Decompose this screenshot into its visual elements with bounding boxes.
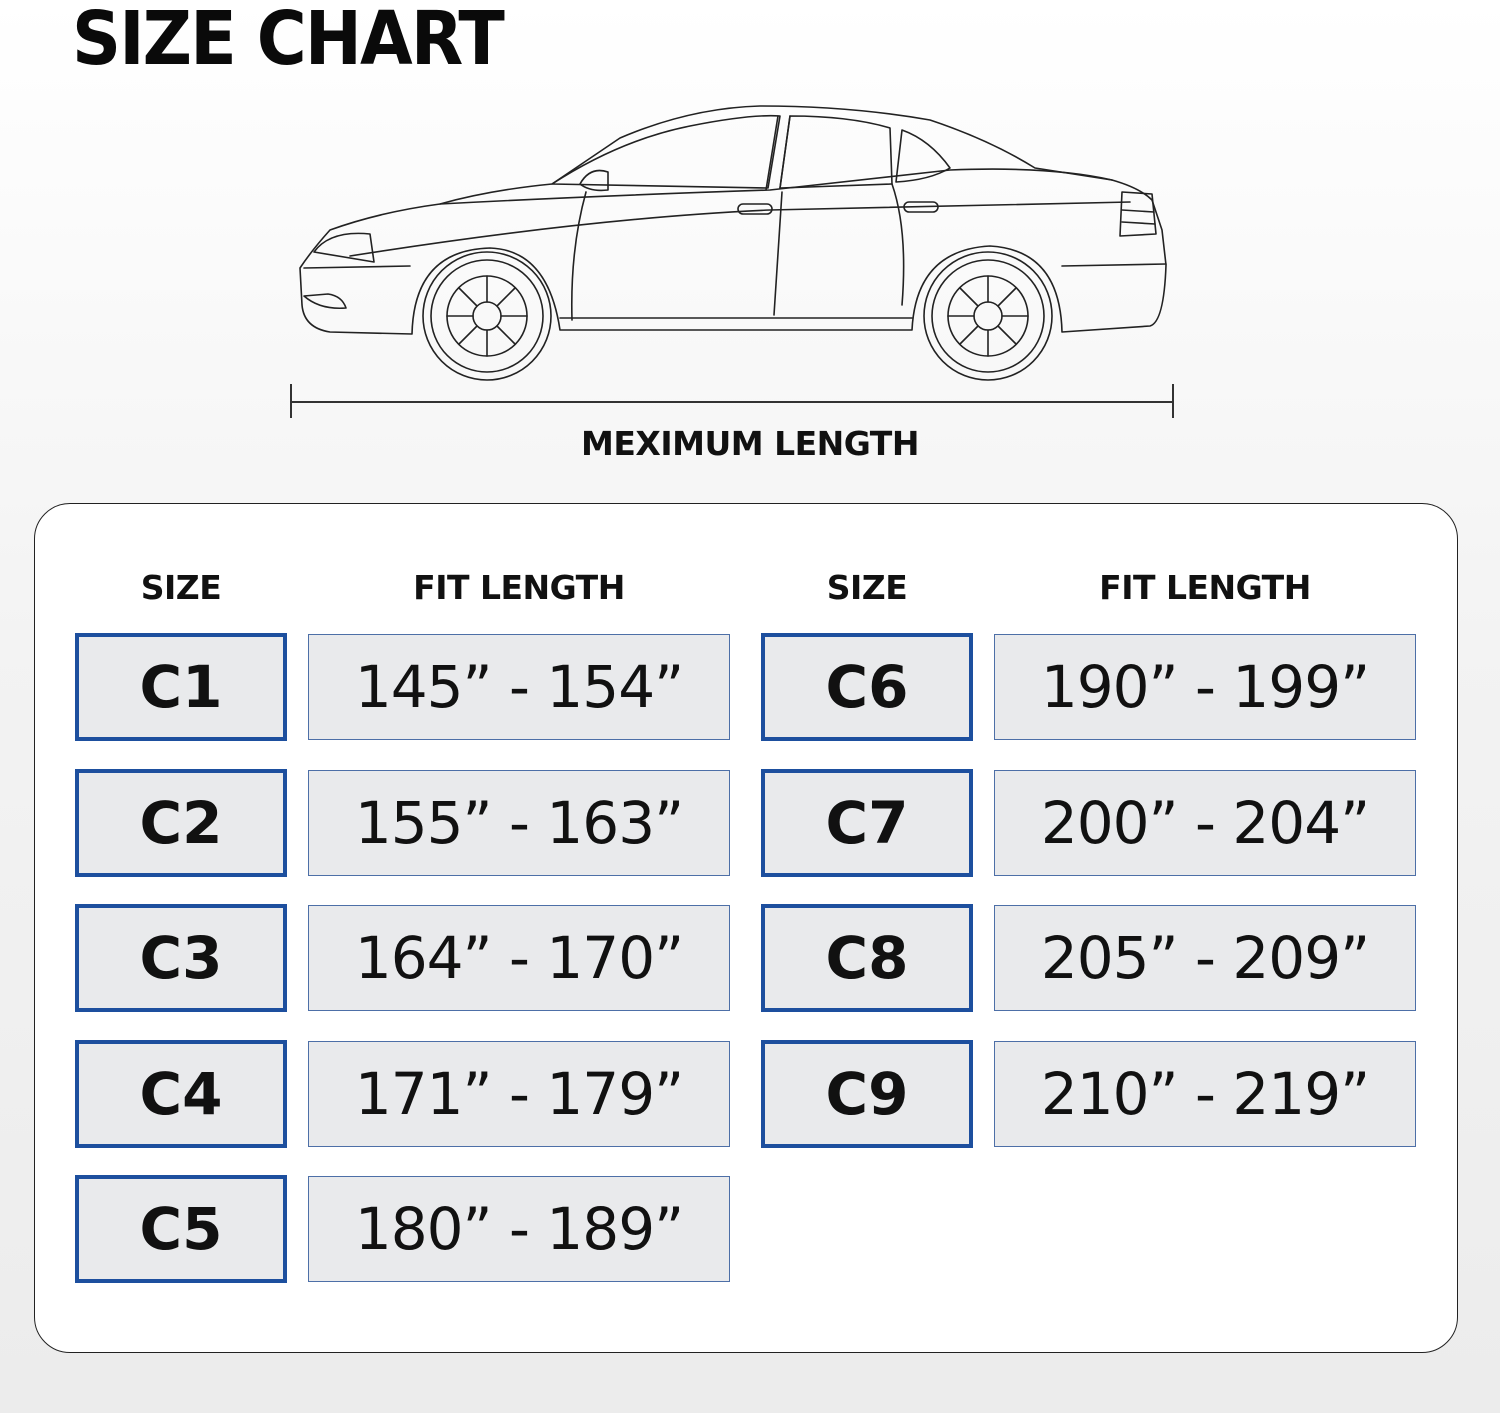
length-cell: 190” - 199” [994,634,1416,740]
size-column-header: SIZE [826,568,908,607]
size-cell: C5 [75,1175,287,1283]
size-cell: C9 [761,1040,973,1148]
length-cell: 171” - 179” [308,1041,730,1147]
size-cell: C3 [75,904,287,1012]
length-cell: 180” - 189” [308,1176,730,1282]
size-cell: C1 [75,633,287,741]
fit-length-column-header: FIT LENGTH [413,568,625,607]
car-icon [290,100,1180,390]
length-cell: 145” - 154” [308,634,730,740]
size-cell: C7 [761,769,973,877]
length-cell: 155” - 163” [308,770,730,876]
length-cell: 200” - 204” [994,770,1416,876]
page-title: SIZE CHART [72,0,503,82]
length-dimension-line [290,382,1175,422]
fit-length-column-header: FIT LENGTH [1099,568,1311,607]
size-cell: C8 [761,904,973,1012]
size-cell: C6 [761,633,973,741]
length-cell: 164” - 170” [308,905,730,1011]
length-cell: 205” - 209” [994,905,1416,1011]
size-cell: C4 [75,1040,287,1148]
size-column-header: SIZE [140,568,222,607]
dimension-label: MEXIMUM LENGTH [581,424,919,463]
length-cell: 210” - 219” [994,1041,1416,1147]
size-cell: C2 [75,769,287,877]
